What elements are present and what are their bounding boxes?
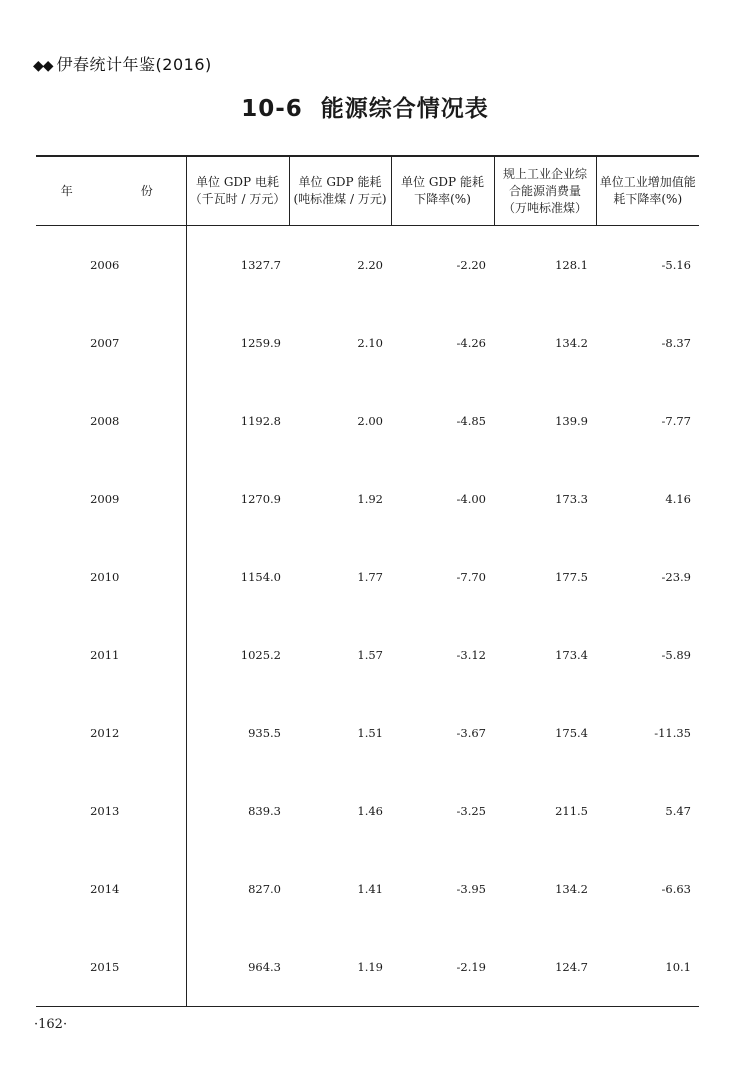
value-cell: 4.16 <box>665 492 691 506</box>
value-cell: 1.57 <box>357 648 383 662</box>
header-line: 下降率(%) <box>414 192 471 206</box>
value-cell: -5.16 <box>661 258 691 272</box>
running-head-text: 伊春统计年鉴(2016) <box>56 55 212 74</box>
value-cell: 2.20 <box>357 258 383 272</box>
value-cell: 124.7 <box>494 928 596 1007</box>
value-cell: -8.37 <box>661 336 691 350</box>
table-row <box>36 226 699 305</box>
year-cell: 2006 <box>36 226 186 305</box>
header-industrial-energy-decline-rate <box>596 156 699 226</box>
value-cell: 827.0 <box>248 882 281 896</box>
value-cell: 1.92 <box>357 492 383 506</box>
header-line: 单位 GDP 能耗 <box>298 175 382 189</box>
value-cell: -11.35 <box>654 726 691 740</box>
header-line: (吨标准煤 / 万元) <box>293 192 387 206</box>
value-cell: 10.1 <box>596 928 699 1007</box>
value-cell: -3.25 <box>456 804 486 818</box>
diamond-icon: ◆◆ <box>33 58 53 74</box>
value-cell: 1.77 <box>357 570 383 584</box>
value-cell: 177.5 <box>555 570 588 584</box>
energy-table <box>36 155 699 1007</box>
value-cell: -5.89 <box>661 648 691 662</box>
value-cell: 1327.7 <box>240 258 281 272</box>
value-cell: 964.3 <box>186 928 289 1007</box>
header-industrial-energy-consumption <box>494 156 596 226</box>
header-line: 年 份 <box>60 183 181 198</box>
value-cell: -2.19 <box>391 928 494 1007</box>
value-cell: 2.10 <box>357 336 383 350</box>
table-row <box>36 616 699 694</box>
value-cell: -4.85 <box>456 414 486 428</box>
header-line: （千瓦时 / 万元） <box>189 192 286 206</box>
header-energy-per-gdp <box>289 156 391 226</box>
header-line: （万吨标准煤） <box>502 200 587 215</box>
year-cell: 2010 <box>36 538 186 616</box>
year-cell: 2011 <box>36 616 186 694</box>
energy-table-container <box>36 155 699 1007</box>
header-year <box>36 156 186 226</box>
table-number: 10-6 <box>241 96 303 122</box>
value-cell: 173.4 <box>555 648 588 662</box>
header-line: 单位工业增加值能 <box>599 175 696 189</box>
running-head <box>33 52 212 75</box>
header-line: 耗下降率(%) <box>613 192 683 206</box>
value-cell: 211.5 <box>555 804 588 818</box>
page-number: ·162· <box>34 1017 68 1032</box>
table-row <box>36 850 699 928</box>
table-header <box>36 156 699 226</box>
value-cell: -4.00 <box>456 492 486 506</box>
value-cell: 839.3 <box>248 804 281 818</box>
value-cell: 1.19 <box>289 928 391 1007</box>
value-cell: 1192.8 <box>240 414 281 428</box>
year-cell: 2015 <box>36 928 186 1007</box>
value-cell: -2.20 <box>456 258 486 272</box>
value-cell: 1259.9 <box>240 336 281 350</box>
value-cell: 935.5 <box>248 726 281 740</box>
value-cell: 5.47 <box>665 804 691 818</box>
header-line: 合能源消费量 <box>508 183 581 198</box>
header-line: 规上工业企业综 <box>502 166 587 181</box>
year-cell: 2008 <box>36 382 186 460</box>
value-cell: -3.12 <box>456 648 486 662</box>
value-cell: 175.4 <box>555 726 588 740</box>
value-cell: 1154.0 <box>240 570 281 584</box>
value-cell: 139.9 <box>555 414 588 428</box>
value-cell: 134.2 <box>555 336 588 350</box>
value-cell: 1.51 <box>357 726 383 740</box>
header-line: 单位 GDP 电耗 <box>196 175 279 189</box>
table-row <box>36 772 699 850</box>
value-cell: -4.26 <box>456 336 486 350</box>
table-row <box>36 304 699 382</box>
table-title: 能源综合情况表 <box>320 96 489 122</box>
value-cell: 134.2 <box>555 882 588 896</box>
value-cell: 2.00 <box>357 414 383 428</box>
table-body <box>36 226 699 1007</box>
table-row <box>36 460 699 538</box>
table-row <box>36 928 699 1007</box>
value-cell: 1.46 <box>357 804 383 818</box>
value-cell: -6.63 <box>661 882 691 896</box>
value-cell: 1.41 <box>357 882 383 896</box>
header-energy-decline-rate <box>391 156 494 226</box>
value-cell: -3.67 <box>456 726 486 740</box>
page-title <box>0 90 730 123</box>
table-row <box>36 382 699 460</box>
value-cell: -7.70 <box>456 570 486 584</box>
table-row <box>36 694 699 772</box>
value-cell: 173.3 <box>555 492 588 506</box>
year-cell: 2007 <box>36 304 186 382</box>
value-cell: -7.77 <box>661 414 691 428</box>
year-cell: 2009 <box>36 460 186 538</box>
value-cell: 1025.2 <box>240 648 281 662</box>
year-cell: 2012 <box>36 694 186 772</box>
header-electricity-per-gdp <box>186 156 289 226</box>
value-cell: 1270.9 <box>240 492 281 506</box>
value-cell: 128.1 <box>555 258 588 272</box>
table-row <box>36 538 699 616</box>
header-row <box>36 156 699 226</box>
header-line: 单位 GDP 能耗 <box>401 175 484 189</box>
year-cell: 2013 <box>36 772 186 850</box>
value-cell: -3.95 <box>456 882 486 896</box>
value-cell: -23.9 <box>661 570 691 584</box>
year-cell: 2014 <box>36 850 186 928</box>
